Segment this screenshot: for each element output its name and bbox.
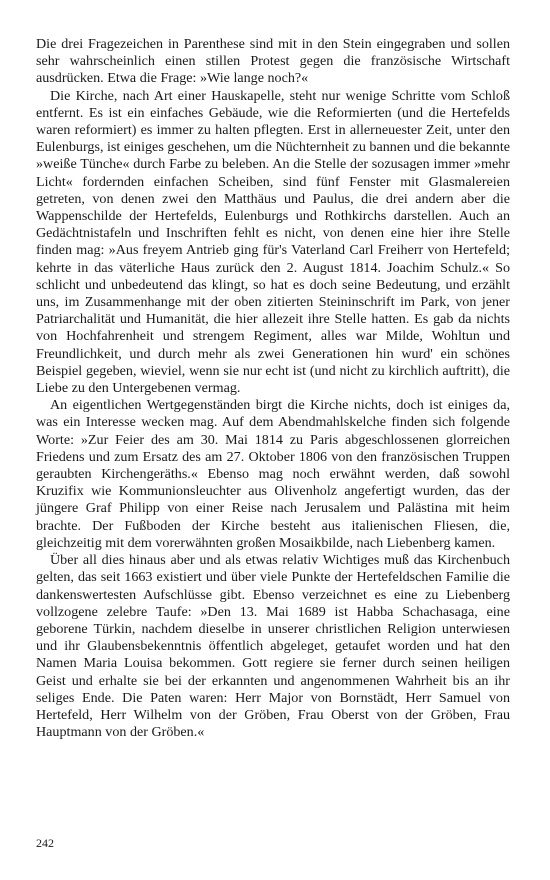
paragraph: An eigentlichen Wertgegenständen birgt die Kirche nichts, doch ist einiges da, was ein Interesse wecken mag. Auf dem Abendmahlskelche finden sich folgende Worte: »Zur Feier des am 30. Mai 1814 zu Paris abgeschlossenen glorreichen Friedens und zum Ersatz des am 27. Oktober 1806 von den französischen Truppen geraubten Kirchengeräths.« Ebenso mag noch erwähnt werden, daß sowohl Kruzifix wie Kommunionsleuchter aus Olivenholz angefertigt wurden, das der jüngere Graf Philipp von einer Reise nach Jerusalem und Palästina mit heim brachte. Der Fußboden der Kirche besteht aus italienischen Fliesen, die, gleichzeitig mit dem vorerwähnten großen Mosaikbilde, nach Liebenberg kamen. — [36, 397, 510, 551]
page-number: 242 — [36, 836, 54, 850]
paragraph: Über all dies hinaus aber und als etwas relativ Wichtiges muß das Kirchenbuch gelten, das seit 1663 existiert und über viele Punkte der Hertefeldschen Familie die dankenswertesten Aufschlüsse gibt. Ebenso verzeichnet es eine zu Liebenberg vollzogene zelebre Taufe: »Den 13. Mai 1689 ist Habba Schachasaga, eine geborene Türkin, nachdem dieselbe in unserer christlichen Religion unterwiesen und ihr Glaubensbekenntnis öffentlich abgeleget, getaufet worden und hat den Namen Maria Louisa bekommen. Gott regiere sie ferner durch seinen heiligen Geist und erhalte sie bei der erkannten und angenommenen Wahrheit bis an ihr seliges Ende. Die Paten waren: Herr Major von Bornstädt, Herr Samuel von Hertefeld, Herr Wilhelm von der Gröben, Frau Oberst von der Gröben, Frau Hauptmann von der Gröben.« — [36, 552, 510, 741]
page-body — [36, 36, 510, 741]
paragraph: Die Kirche, nach Art einer Hauskapelle, steht nur wenige Schritte vom Schloß entfernt. Es ist ein einfaches Gebäude, wie die Reformierten (und die Hertefelds waren reformiert) es immer zu halten pflegten. Erst in allerneuester Zeit, unter den Eulenburgs, ist einiges geschehen, um die Nüchternheit zu bannen und die bekannte »weiße Tünche« durch Farbe zu beleben. An die Stelle der sozusagen immer »mehr Licht« fordernden einfachen Scheiben, sind fünf Fenster mit Glasmalereien getreten, von denen zwei den Matthäus und Paulus, die drei andern aber die Wappenschilde der Hertefelds, Eulenburgs und Rothkirchs darstellen. Auch an Gedächtnistafeln und Inschriften fehlt es nicht, von denen eine hier ihre Stelle finden mag: »Aus freyem Antrieb ging für's Vaterland Carl Freiherr von Hertefeld; kehrte in das väterliche Haus zurück den 2. August 1814. Joachim Schulz.« So schlicht und unbedeutend das klingt, so hat es doch seine Bedeutung, und erzählt uns, im Zusammenhange mit der oben zitierten Steininschrift im Park, von jener Patriarchalität und Humanität, die hier allezeit ihre Stelle hatten. Es gab da nichts von Hochfahrenheit und strengem Regiment, alles war Milde, Wohltun und Freundlichkeit, und durch mehr als zwei Generationen hin wurd' ein schönes Beispiel gegeben, wieviel, wenn sie nur echt ist (und nicht zu kirchlich auftritt), die Liebe zu den Untergebenen vermag. — [36, 87, 510, 397]
paragraph: Die drei Fragezeichen in Parenthese sind mit in den Stein eingegraben und sollen sehr wahrscheinlich einen stillen Protest gegen die französische Wirtschaft ausdrücken. Etwa die Frage: »Wie lange noch?« — [36, 36, 510, 87]
